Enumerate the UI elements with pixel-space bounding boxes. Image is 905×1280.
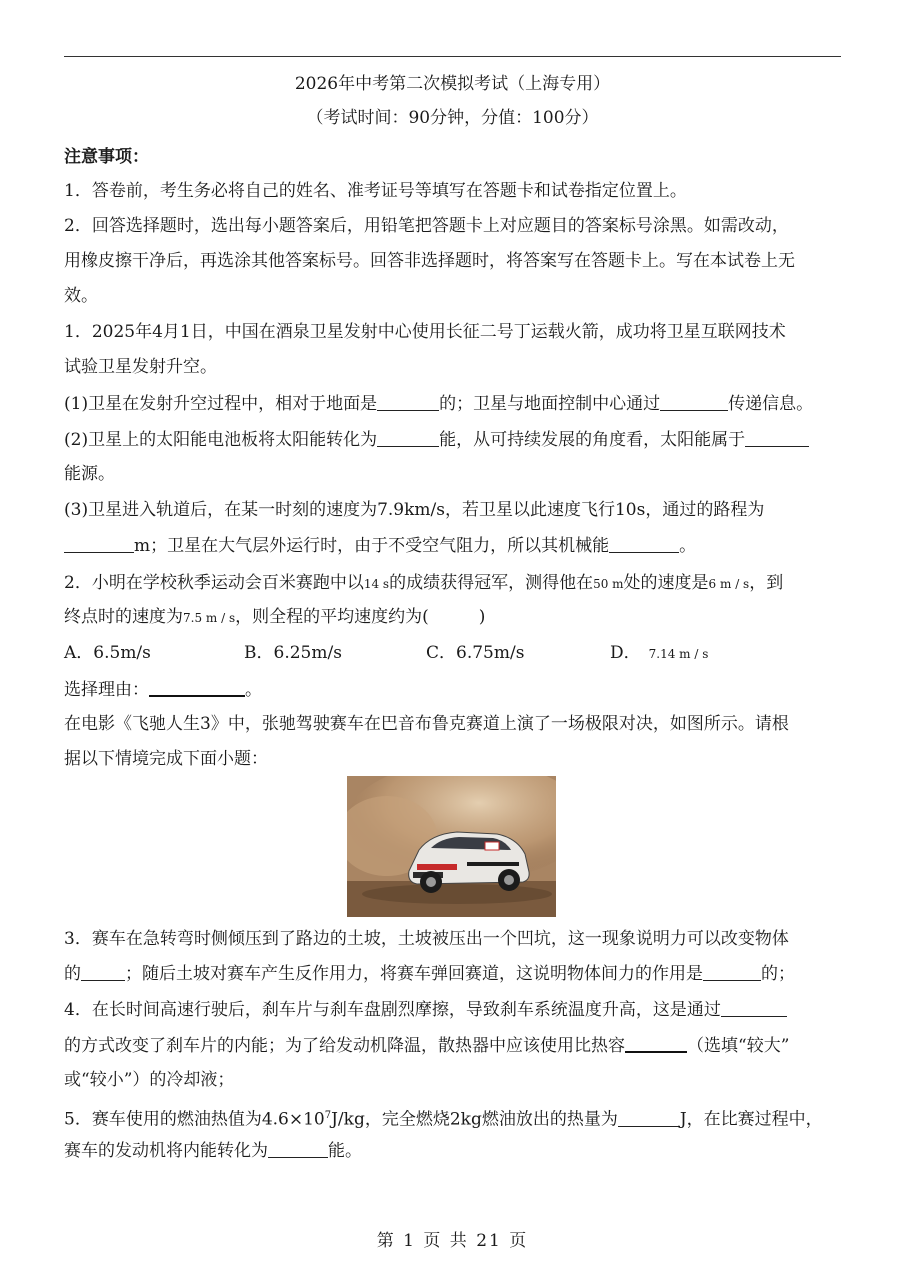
q2-option-d-label: D． — [610, 643, 641, 663]
notice-item-2-line-3: 效。 — [64, 286, 98, 306]
q2-option-c[interactable] — [426, 641, 524, 665]
q2-text-g: ) — [478, 607, 486, 627]
q2-text-d: ，到 — [749, 573, 784, 593]
q2-stem-line-2 — [64, 605, 841, 630]
q3-blank-1[interactable] — [81, 962, 125, 981]
q2-value-final-speed: 7.5 m / s — [183, 611, 236, 625]
q5-blank-2[interactable] — [268, 1139, 328, 1158]
q1-p1-text-a: (1)卫星在发射升空过程中，相对于地面是 — [64, 394, 378, 414]
q2-option-c-label: C． — [426, 643, 457, 663]
context-line-2: 据以下情境完成下面小题： — [64, 749, 268, 769]
q3-text-b: ；随后土坡对赛车产生反作用力，将赛车弹回赛道，这说明物体间力的作用是 — [125, 964, 703, 984]
q2-reason — [64, 677, 841, 702]
notice-item-2-line-1: 2．回答选择题时，选出每小题答案后，用铅笔把答题卡上对应题目的答案标号涂黑。如需改动， — [64, 216, 789, 236]
q1-p1-blank-2[interactable] — [660, 392, 728, 411]
q5-text-c: J，在比赛过程中， — [679, 1109, 823, 1130]
q2-option-a-value: 6.5m/s — [93, 643, 151, 663]
q1-p3-text-c: 。 — [679, 536, 697, 556]
q1-stem-line-2: 试验卫星发射升空。 — [64, 357, 217, 377]
q2-text-b: 的成绩获得冠军，测得他在 — [389, 573, 594, 593]
q5-exponent: 7 — [324, 1110, 332, 1121]
q4-line-1 — [64, 998, 841, 1022]
q2-option-c-value: 6.75m/s — [456, 643, 525, 663]
q1-p2-blank-1[interactable] — [377, 428, 439, 447]
q5-text-e: 能。 — [328, 1141, 362, 1161]
q3-line-1: 3．赛车在急转弯时侧倾压到了路边的土坡，土坡被压出一个凹坑，这一现象说明力可以改变物体 — [64, 929, 789, 949]
q2-options — [64, 641, 841, 665]
q3-text-a: 的 — [64, 964, 81, 984]
q1-p3-blank-1[interactable] — [64, 534, 134, 553]
page-footer: 第 1 页 共 21 页 — [376, 1231, 529, 1251]
q2-value-time: 14 s — [363, 577, 390, 591]
q2-stem-line-1 — [64, 571, 841, 596]
q1-p1-blank-1[interactable] — [377, 392, 439, 411]
q2-option-a-label: A． — [64, 643, 94, 663]
q1-p1-text-b: 的；卫星与地面控制中心通过 — [439, 394, 661, 414]
q4-line-2 — [64, 1033, 841, 1058]
q1-part-3-line-2 — [64, 534, 841, 558]
exam-subtitle: （考试时间：90分钟，分值：100分） — [306, 108, 599, 128]
q3-line-2 — [64, 962, 841, 986]
q2-text-c: 处的速度是 — [623, 573, 709, 593]
q5-blank-1[interactable] — [618, 1108, 680, 1127]
q1-part-2 — [64, 428, 841, 452]
q5-text-d: 赛车的发动机将内能转化为 — [64, 1141, 268, 1161]
rally-car-illustration — [347, 776, 556, 917]
notice-item-1: 1．答卷前，考生务必将自己的姓名、准考证号等填写在答题卡和试卷指定位置上。 — [64, 181, 687, 201]
q2-text-a: 2．小明在学校秋季运动会百米赛跑中以 — [64, 573, 364, 593]
q2-reason-blank[interactable] — [149, 677, 245, 697]
q2-reason-end: 。 — [245, 680, 262, 700]
q1-p1-text-c: 传递信息。 — [728, 394, 814, 414]
q1-p3-text-b: m；卫星在大气层外运行时，由于不受空气阻力，所以其机械能 — [134, 536, 610, 556]
q1-p3-text-a: (3)卫星进入轨道后，在某一时刻的速度为7.9km/s，若卫星以此速度飞行10s，通过的路程为 — [64, 500, 765, 520]
q2-option-b-label: B． — [244, 643, 274, 663]
exam-title: 2026年中考第二次模拟考试（上海专用） — [294, 74, 611, 94]
top-rule — [64, 56, 841, 57]
notice-heading: 注意事项： — [64, 147, 149, 167]
q2-option-d[interactable] — [610, 641, 708, 666]
q2-option-d-value: 7.14 m / s — [648, 647, 709, 661]
rally-car-photo — [347, 776, 556, 917]
q1-p2-blank-2[interactable] — [745, 428, 809, 447]
q5-line-2 — [64, 1139, 841, 1163]
q1-p2-text-a: (2)卫星上的太阳能电池板将太阳能转化为 — [64, 430, 378, 450]
q2-value-mid-speed: 6 m / s — [708, 577, 750, 591]
q1-p2-text-c: 能源。 — [64, 464, 115, 484]
q4-blank-1[interactable] — [721, 998, 787, 1017]
q5-line-1 — [64, 1104, 841, 1132]
q5-text-a: 5．赛车使用的燃油热值为4.6×10 — [64, 1109, 325, 1130]
q2-option-b-value: 6.25m/s — [273, 643, 342, 663]
q3-blank-2[interactable] — [703, 962, 761, 981]
q4-blank-2[interactable] — [625, 1033, 687, 1053]
q3-text-c: 的； — [761, 964, 795, 984]
q2-text-f: ，则全程的平均速度约为( — [235, 607, 429, 627]
q1-part-1 — [64, 392, 841, 416]
q2-value-distance: 50 m — [593, 577, 624, 591]
q2-option-a[interactable] — [64, 641, 151, 665]
q4-text-c: （选填“较大” — [687, 1036, 790, 1056]
q2-reason-label: 选择理由： — [64, 680, 149, 700]
q1-stem-line-1: 1．2025年4月1日，中国在酒泉卫星发射中心使用长征二号丁运载火箭，成功将卫星互联网技术 — [64, 322, 786, 342]
q1-p3-blank-2[interactable] — [609, 534, 679, 553]
context-line-1: 在电影《飞驰人生3》中，张驰驾驶赛车在巴音布鲁克赛道上演了一场极限对决，如图所示。请根 — [64, 714, 789, 734]
notice-item-2-line-2: 用橡皮擦干净后，再选涂其他答案标号。回答非选择题时，将答案写在答题卡上。写在本试卷上无 — [64, 251, 795, 271]
q4-text-a: 4．在长时间高速行驶后，刹车片与刹车盘剧烈摩擦，导致刹车系统温度升高，这是通过 — [64, 1000, 721, 1020]
q4-text-b: 的方式改变了刹车片的内能；为了给发动机降温，散热器中应该使用比热容 — [64, 1036, 625, 1056]
q5-text-b: J/kg，完全燃烧2kg燃油放出的热量为 — [331, 1109, 618, 1130]
q2-text-e: 终点时的速度为 — [64, 607, 183, 627]
q2-option-b[interactable] — [244, 641, 342, 665]
q1-p2-text-b: 能，从可持续发展的角度看，太阳能属于 — [439, 430, 746, 450]
q4-line-3: 或“较小”）的冷却液； — [64, 1070, 235, 1090]
